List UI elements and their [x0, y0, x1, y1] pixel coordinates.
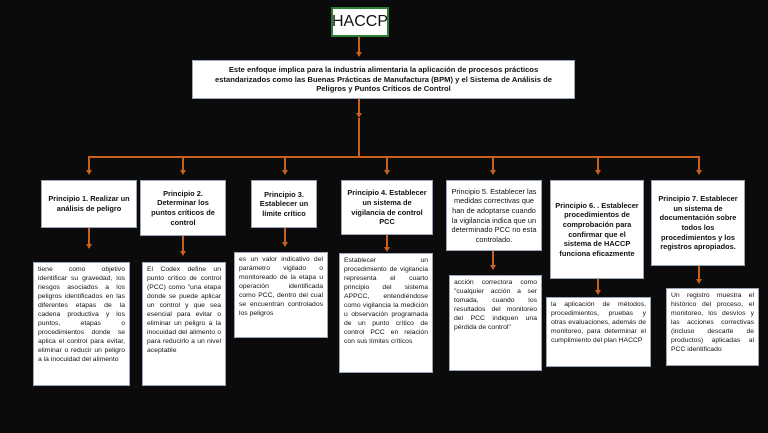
- connector-trunk: [358, 118, 360, 156]
- intro-description: Este enfoque implica para la industria alimentaria la aplicación de procesos prácticos estandarizados como las Buenas Prácticas de Manufactura (BPM) y el Sistema de Análisis de Peligros y Puntos Críticos de Control: [192, 60, 575, 99]
- connector-head-desc-6: [597, 279, 599, 290]
- connector-head-desc-3: [284, 228, 286, 242]
- principle-7-heading: Principio 7. Establecer un sistema de documentación sobre todos los procedimientos y los registros apropiados.: [651, 180, 745, 266]
- arrow-branch-4: [384, 170, 390, 175]
- arrow-head-desc-2: [180, 251, 186, 256]
- arrow-head-desc-7: [696, 279, 702, 284]
- principle-3-description: es un valor indicativo del parámetro vigilado o monitoreado de la etapa u operación identificada como PCC, dentro del cual se encuentran controlados los peligros: [234, 252, 328, 338]
- principle-5-description: acción correctora como "cualquier acción a ser tomada, cuando los resultados del monitoreo del PCC indiquen una pérdida de control": [449, 275, 542, 371]
- arrow-head-desc-4: [384, 247, 390, 252]
- arrow-branch-6: [595, 170, 601, 175]
- connector-horizontal-branch: [88, 156, 700, 158]
- diagram-title: HACCP: [331, 7, 389, 37]
- arrow-branch-7: [696, 170, 702, 175]
- arrow-branch-5: [490, 170, 496, 175]
- connector-branch-3: [284, 156, 286, 170]
- arrow-branch-3: [282, 170, 288, 175]
- arrow-head-desc-6: [595, 290, 601, 295]
- principle-4-heading: Principio 4. Establecer un sistema de vigilancia de control PCC: [341, 180, 433, 235]
- principle-3-heading: Principio 3. Establecer un límite crítico: [251, 180, 317, 228]
- connector-branch-6: [597, 156, 599, 170]
- arrow-head-desc-5: [490, 265, 496, 270]
- arrow-head-desc-1: [86, 244, 92, 249]
- principle-1-heading: Principio 1. Realizar un análisis de peligro: [41, 180, 137, 228]
- arrow-head-desc-3: [282, 242, 288, 247]
- principle-2-description: El Codex define un punto crítico de control (PCC) como "una etapa donde se puede aplicar un control y que sea esencial para evitar o eliminar un peligro a la inocuidad del alimento o para reducirlo a un nivel aceptable: [142, 262, 226, 386]
- connector-branch-1: [88, 156, 90, 170]
- connector-head-desc-4: [386, 235, 388, 247]
- connector-branch-5: [492, 156, 494, 170]
- arrow-title-to-intro: [356, 52, 362, 57]
- connector-head-desc-7: [698, 266, 700, 279]
- connector-branch-2: [182, 156, 184, 170]
- connector-head-desc-2: [182, 236, 184, 251]
- principle-4-description: Establecer un procedimiento de vigilancia representa el cuarto principio del sistema APPCC, entendiéndose como vigilancia la medición u observación programada de un punto crítico de control PCC en relación con sus límites críticos: [339, 253, 433, 373]
- principle-7-description: Un registro muestra el histórico del proceso, el monitoreo, los desvíos y las acciones correctivas (incluso descarte de productos) aplicadas al PCC identificado: [666, 288, 759, 366]
- principle-2-heading: Principio 2. Determinar los puntos críticos de control: [140, 180, 226, 236]
- connector-branch-7: [698, 156, 700, 170]
- connector-head-desc-5: [492, 251, 494, 265]
- connector-intro-to-branch: [358, 99, 360, 113]
- principle-6-description: la aplicación de métodos, procedimientos, pruebas y otras evaluaciones, además de monitoreo, para determinar el cumplimiento del plan HACCP: [546, 297, 651, 367]
- arrow-branch-2: [180, 170, 186, 175]
- principle-1-description: tiene como objetivo identificar su gravedad, los riesgos asociados a los peligros identificados en las diferentes etapas de la cadena productiva y los puntos, etapas o procedimientos donde se aplica el control para evitar, eliminar o reducir un peligro a la inocuidad del alimento: [33, 262, 130, 386]
- connector-head-desc-1: [88, 228, 90, 244]
- arrow-branch-1: [86, 170, 92, 175]
- connector-title-to-intro: [358, 37, 360, 52]
- connector-branch-4: [386, 156, 388, 170]
- principle-6-heading: Principio 6. . Establecer procedimientos de comprobación para confirmar que el sistema de HACCP funciona eficazmente: [550, 180, 644, 279]
- principle-5-heading: Principio 5. Establecer las medidas correctivas que han de adoptarse cuando la vigilancia indica que un determinado PCC no esta controlado.: [446, 180, 542, 251]
